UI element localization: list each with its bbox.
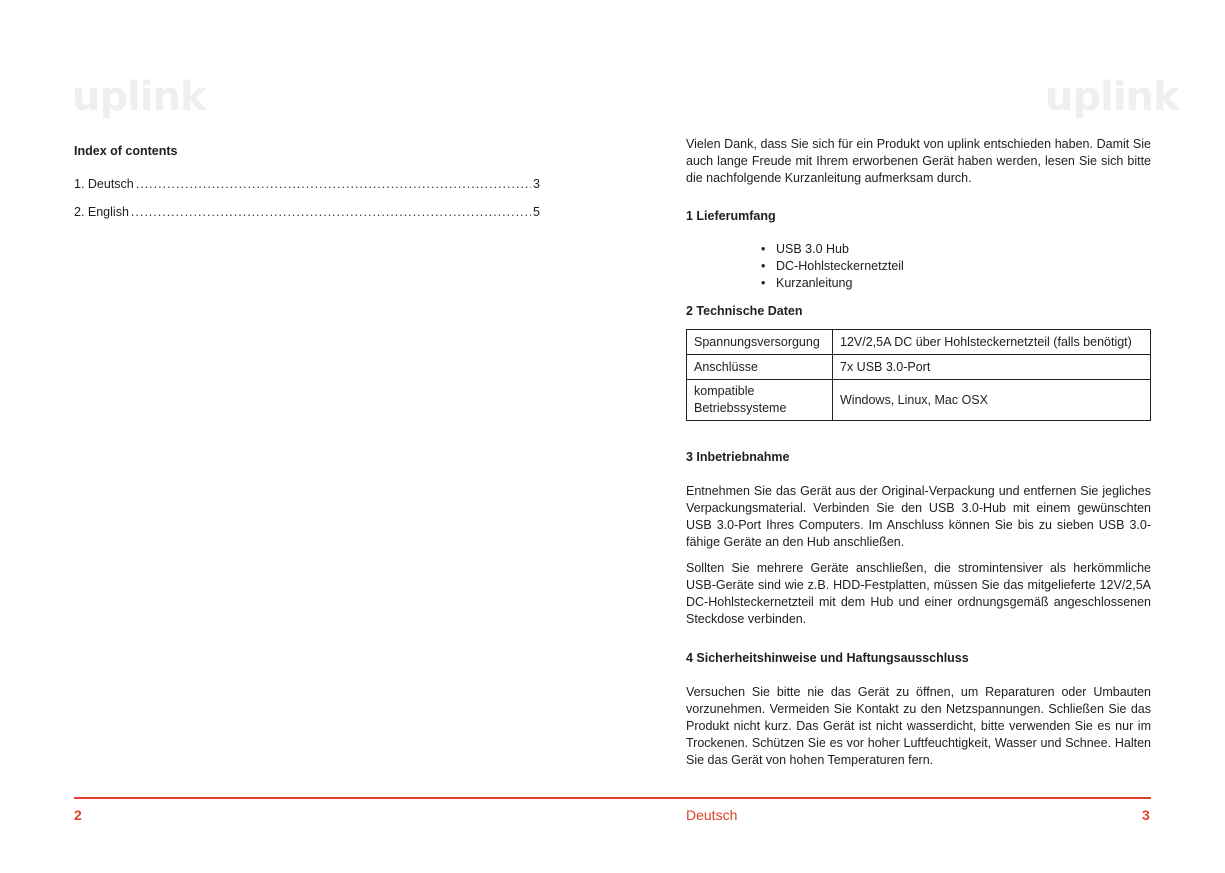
spec-key: kompatible Betriebssysteme <box>687 380 833 421</box>
table-row <box>687 330 1151 355</box>
table-row <box>687 380 1151 421</box>
uplink-logo-left: uplink <box>72 74 206 120</box>
table-row <box>687 355 1151 380</box>
left-page <box>74 144 540 233</box>
list-item: • Kurzanleitung <box>776 275 1151 292</box>
section-heading-sicherheitshinweise: 4 Sicherheitshinweise und Haftungsausschluss <box>686 651 969 665</box>
package-contents-list <box>686 241 1151 292</box>
setup-paragraph-1: Entnehmen Sie das Gerät aus der Original-Verpackung und entfernen Sie jegliches Verpackungsmaterial. Verbinden Sie den USB 3.0-Hub mit einem gewünschten USB 3.0-Port Ihres Computers. Im Anschluss können Sie bis zu sieben USB 3.0-fähige Geräte an den Hub anschließen. <box>686 484 1151 549</box>
toc-leader-dots <box>131 205 531 219</box>
toc-title: Index of contents <box>74 144 178 158</box>
section-heading-technische-daten: 2 Technische Daten <box>686 304 803 318</box>
footer-section-label: Deutsch <box>686 807 738 823</box>
toc-entry-label: 1. Deutsch <box>74 177 134 191</box>
toc-entry-english[interactable] <box>74 205 540 233</box>
footer-divider <box>74 797 1151 799</box>
section-heading-inbetriebnahme: 3 Inbetriebnahme <box>686 450 790 464</box>
list-item: • DC-Hohlsteckernetzteil <box>776 258 1151 275</box>
page-number-left: 2 <box>74 807 82 823</box>
spec-value: Windows, Linux, Mac OSX <box>833 380 1151 421</box>
toc-entry-deutsch[interactable] <box>74 177 540 205</box>
page-number-right: 3 <box>1142 807 1150 823</box>
spec-value: 7x USB 3.0-Port <box>833 355 1151 380</box>
setup-paragraph-2: Sollten Sie mehrere Geräte anschließen, die stromintensiver als herkömmliche USB-Geräte sind wie z.B. HDD-Festplatten, müssen Sie das mitgelieferte 12V/2,5A DC-Hohlsteckernetzteil mit dem Hub und einer ordnungsgemäß angeschlossenen Steckdose verbinden. <box>686 561 1151 626</box>
spec-key: Anschlüsse <box>687 355 833 380</box>
toc-leader-dots <box>136 177 531 191</box>
spec-value: 12V/2,5A DC über Hohlsteckernetzteil (falls benötigt) <box>833 330 1151 355</box>
toc-entry-page: 3 <box>533 177 540 191</box>
section-heading-lieferumfang: 1 Lieferumfang <box>686 209 776 223</box>
uplink-logo-right: uplink <box>1045 74 1179 120</box>
spec-key: Spannungsversorgung <box>687 330 833 355</box>
right-page <box>686 136 1151 769</box>
safety-paragraph: Versuchen Sie bitte nie das Gerät zu öffnen, um Reparaturen oder Umbauten vorzunehmen. Vermeiden Sie Kontakt zu den Netzspannungen. Schließen Sie das Produkt nicht kurz. Das Gerät ist nicht wasserdicht, bitte verwenden Sie es nur im Trockenen. Schützen Sie es vor hoher Luftfeuchtigkeit, Wasser und Schnee. Halten Sie das Gerät von hohen Temperaturen fern. <box>686 685 1151 767</box>
toc-entry-page: 5 <box>533 205 540 219</box>
spec-table <box>686 329 1151 421</box>
intro-paragraph: Vielen Dank, dass Sie sich für ein Produkt von uplink entschieden haben. Damit Sie auch lange Freude mit Ihrem erworbenen Gerät haben werden, lesen Sie sich bitte die nachfolgende Kurzanleitung aufmerksam durch. <box>686 137 1151 185</box>
list-item: • USB 3.0 Hub <box>776 241 1151 258</box>
toc-entry-label: 2. English <box>74 205 129 219</box>
